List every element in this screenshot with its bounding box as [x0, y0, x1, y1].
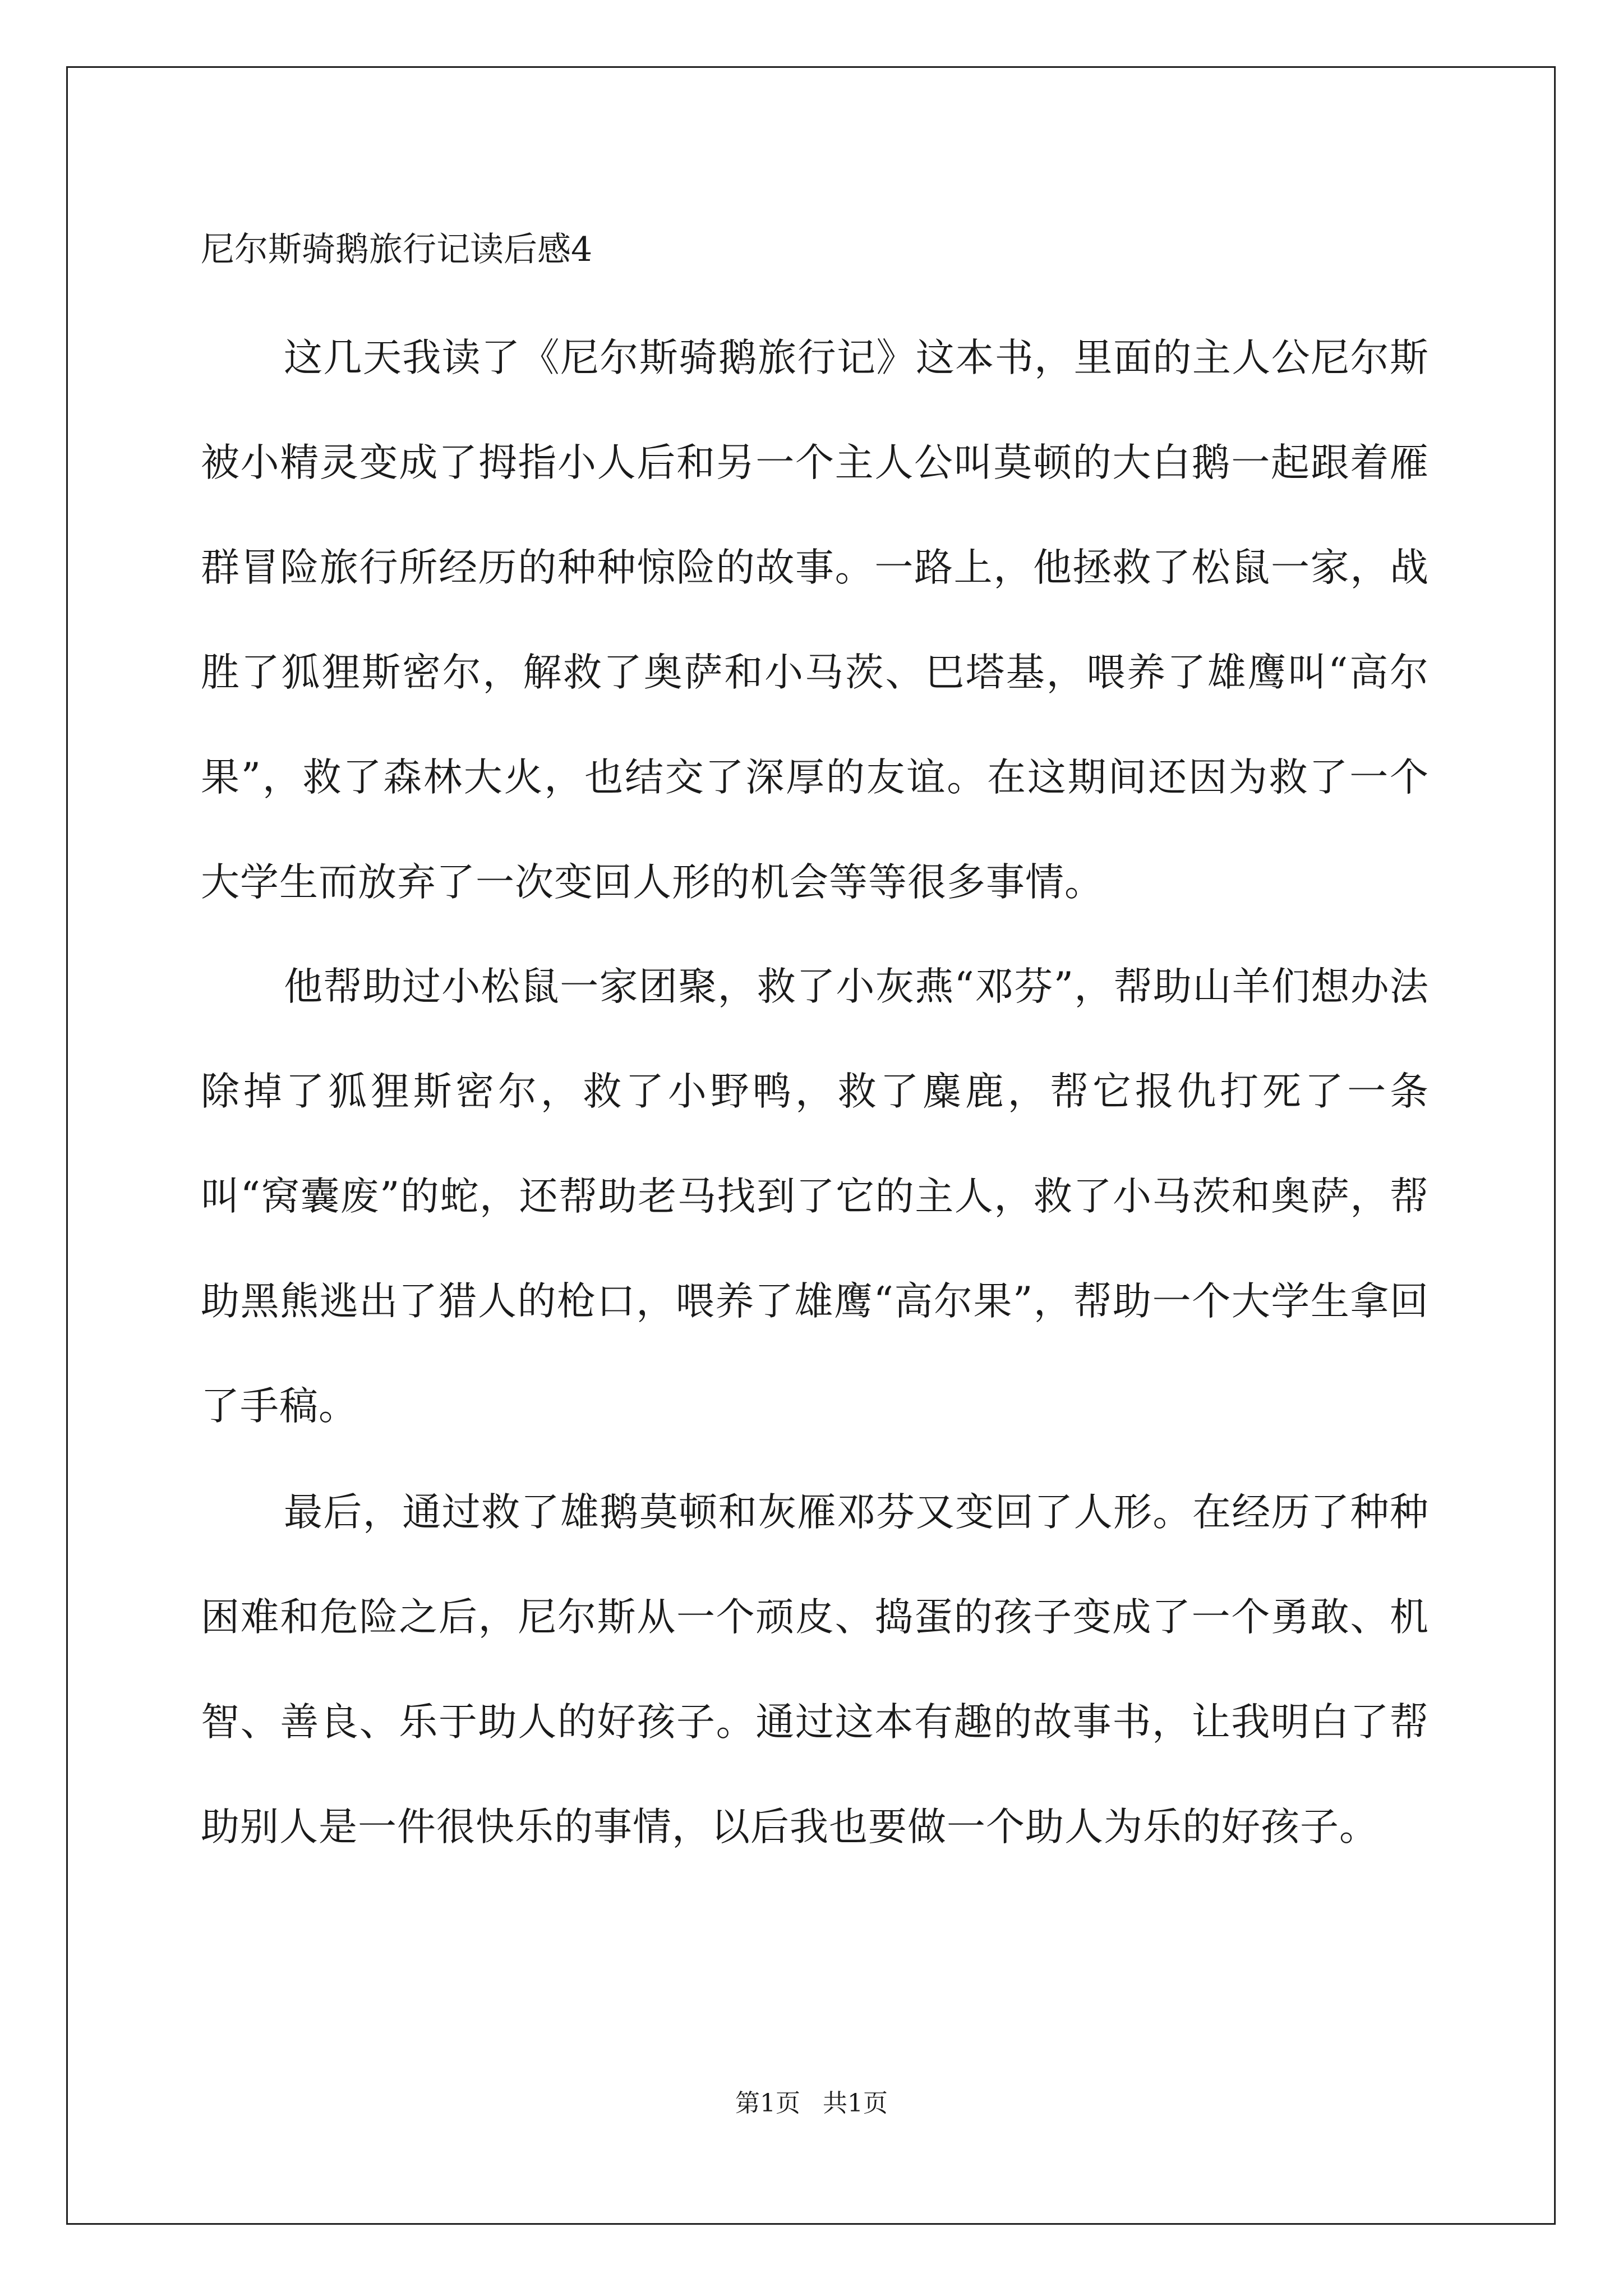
body-paragraph: 最后，通过救了雄鹅莫顿和灰雁邓芬又变回了人形。在经历了种种困难和危险之后，尼尔斯从一个顽皮、捣蛋的孩子变成了一个勇敢、机智、善良、乐于助人的好孩子。通过这本有趣的故事书，让我明白了帮助别人是一件很快乐的事情，以后我也要做一个助人为乐的好孩子。	[201, 1490, 1429, 1849]
document-title: 尼尔斯骑鹅旅行记读后感4	[201, 230, 593, 269]
page-number-current: 第1页	[735, 2089, 800, 2118]
body-paragraph: 他帮助过小松鼠一家团聚，救了小灰燕“邓芬”，帮助山羊们想办法除掉了狐狸斯密尔，救了小野鸭，救了麋鹿，帮它报仇打死了一条叫“窝囊废”的蛇，还帮助老马找到了它的主人，救了小马茨和奥萨，帮助黑熊逃出了猎人的枪口，喂养了雄鹰“高尔果”，帮助一个大学生拿回了手稿。	[201, 964, 1429, 1429]
page-footer	[0, 2087, 1623, 2120]
body-paragraph: 这几天我读了《尼尔斯骑鹅旅行记》这本书，里面的主人公尼尔斯被小精灵变成了拇指小人后和另一个主人公叫莫顿的大白鹅一起跟着雁群冒险旅行所经历的种种惊险的故事。一路上，他拯救了松鼠一家，战胜了狐狸斯密尔，解救了奥萨和小马茨、巴塔基，喂养了雄鹰叫“高尔果”，救了森林大火，也结交了深厚的友谊。在这期间还因为救了一个大学生而放弃了一次变回人形的机会等等很多事情。	[201, 335, 1429, 905]
page-number-total: 共1页	[823, 2089, 888, 2118]
